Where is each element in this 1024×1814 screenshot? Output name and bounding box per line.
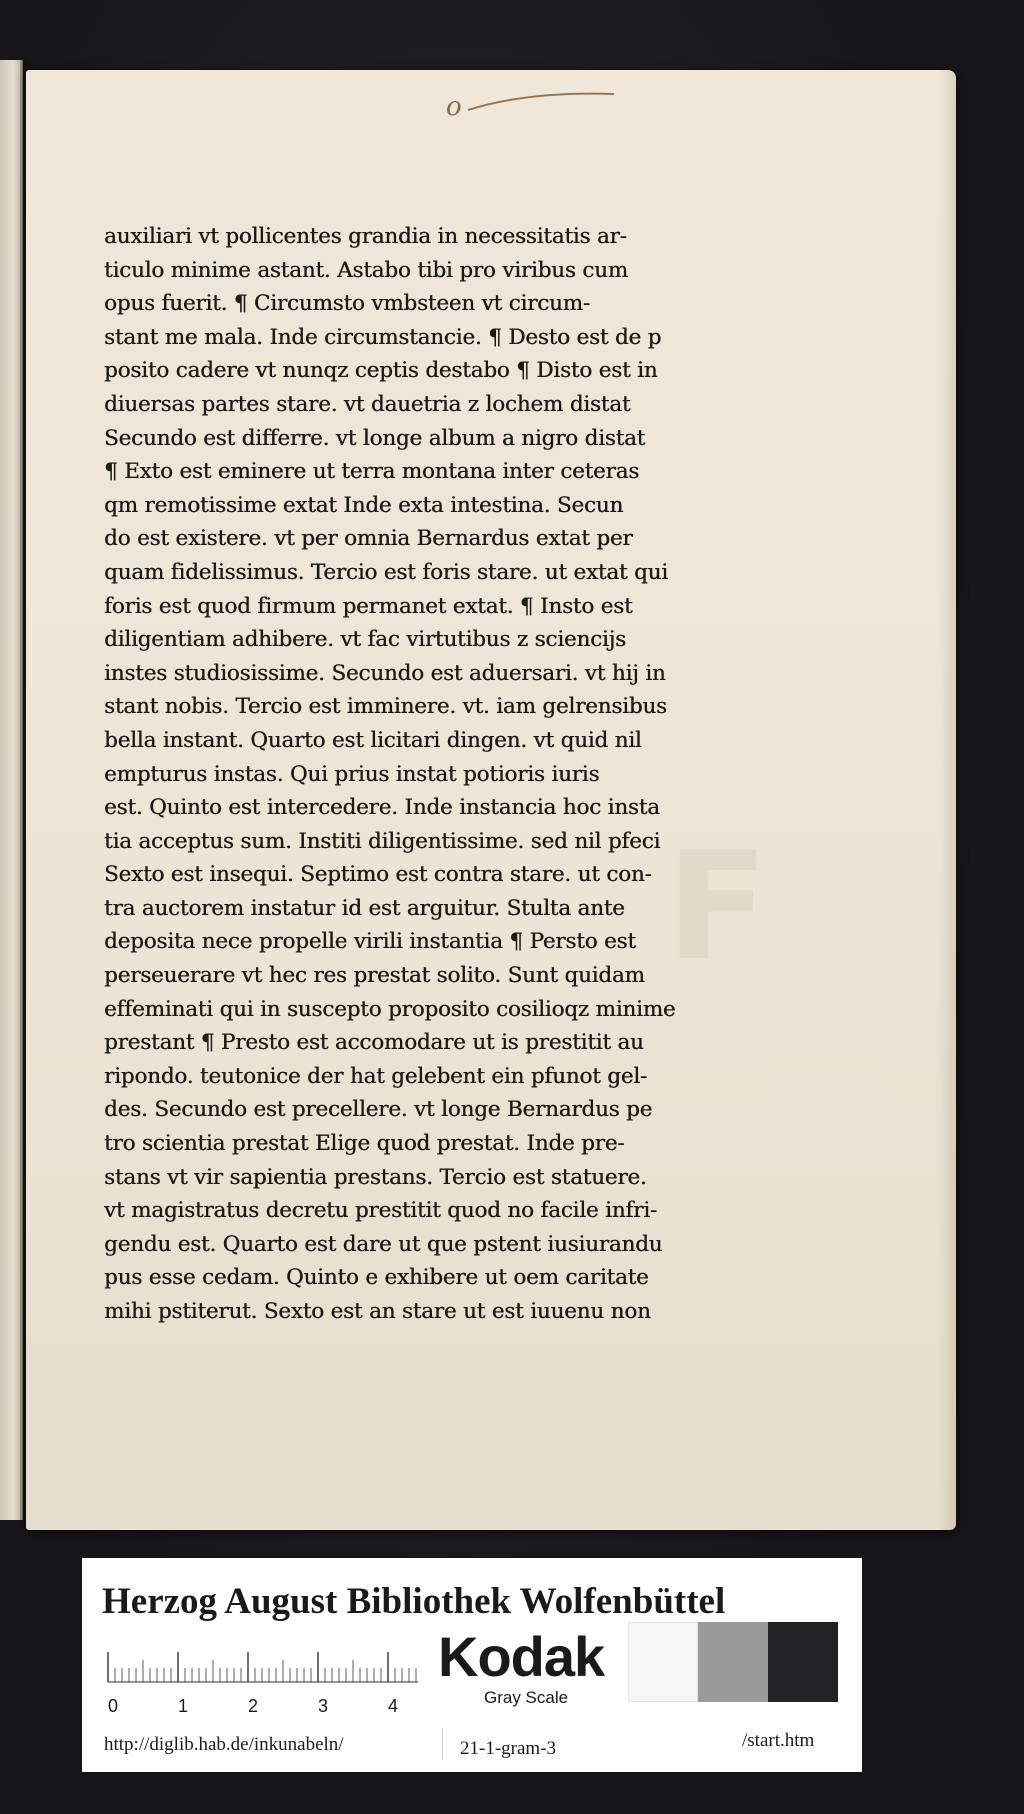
text-line: quam fidelissimus. Tercio est foris stare. ut extat qui [104, 559, 668, 585]
ruler-number: 3 [318, 1696, 329, 1716]
text-line: prestant ¶ Presto est accomodare ut is prestitit au [104, 1030, 644, 1056]
library-name: Herzog August Bibliothek Wolfenbüttel [102, 1581, 726, 1622]
color-target-card [82, 1558, 862, 1772]
folio-pen-stroke [466, 88, 616, 118]
text-line: diuersas partes stare. vt dauetria z lochem distat [104, 391, 631, 417]
ruler-number: 2 [248, 1696, 259, 1716]
text-line: stans vt vir sapientia prestans. Tercio est statuere. [104, 1164, 647, 1190]
book-page [26, 70, 956, 1530]
text-line: do est existere. vt per omnia Bernardus extat per [104, 526, 633, 552]
text-line: Secundo est differre. vt longe album a nigro distat [104, 425, 646, 451]
text-line: ripondo. teutonice der hat gelebent ein pfunot gel- [104, 1063, 647, 1089]
measurement-ruler [104, 1632, 424, 1716]
gray-scale-label: Gray Scale [484, 1688, 569, 1707]
url-base: http://diglib.hab.de/inkunabeln/ [104, 1734, 344, 1755]
text-line: pus esse cedam. Quinto e exhibere ut oem caritate [104, 1265, 649, 1291]
url-separator [442, 1728, 443, 1760]
text-line: diligentiam adhibere. vt fac virtutibus z sciencijs [104, 627, 626, 653]
text-line: Sexto est insequi. Septimo est contra stare. ut con- [104, 862, 652, 888]
kodak-logo-text: Kodak [438, 1625, 605, 1688]
text-line: effeminati qui in suscepto proposito cosilioqz minime [104, 996, 676, 1022]
gray-patch-black [768, 1622, 838, 1702]
gray-patch-mid [698, 1622, 768, 1702]
text-line: auxiliari vt pollicentes grandia in necessitatis ar- [104, 224, 627, 249]
text-line: ticulo minime astant. Astabo tibi pro viribus cum [104, 257, 628, 283]
text-line: opus fuerit. ¶ Circumsto vmbsteen vt circum- [104, 291, 590, 317]
text-line: empturus instas. Qui prius instat potioris iuris [104, 761, 600, 787]
ruler-number: 4 [388, 1696, 399, 1716]
text-line: tra auctorem instatur id est arguitur. Stulta ante [104, 895, 625, 921]
text-line: tro scientia prestat Elige quod prestat. Inde pre- [104, 1131, 625, 1157]
text-line: bella instant. Quarto est licitari dingen. vt quid nil [104, 727, 642, 753]
text-line: qm remotissime extat Inde exta intestina. Secun [104, 492, 624, 518]
text-line: instes studiosissime. Secundo est aduersari. vt hij in [104, 660, 666, 686]
text-line: deposita nece propelle virili instantia ¶ Persto est [104, 929, 636, 955]
text-line: mihi pstiterut. Sexto est an stare ut est iuuenu non [104, 1299, 651, 1324]
ruler-number: 0 [108, 1696, 119, 1716]
gray-patch-white [628, 1622, 698, 1702]
text-line: des. Secundo est precellere. vt longe Bernardus pe [104, 1097, 653, 1123]
incunable-text-block [104, 220, 754, 1329]
page-edge [938, 70, 956, 1530]
text-line: est. Quinto est intercedere. Inde instancia hoc insta [104, 795, 660, 821]
text-line: gendu est. Quarto est dare ut que pstent iusiurandu [104, 1231, 663, 1257]
url-shelfmark: 21-1-gram-3 [460, 1738, 557, 1759]
text-line: perseuerare vt hec res prestat solito. Sunt quidam [104, 963, 645, 989]
text-line: stant nobis. Tercio est imminere. vt. iam gelrensibus [104, 694, 667, 720]
folio-mark: o [446, 92, 462, 122]
text-line: ¶ Exto est eminere ut terra montana inter ceteras [104, 459, 640, 485]
text-line: foris est quod firmum permanet extat. ¶ Insto est [104, 593, 633, 619]
watermark: F [666, 820, 769, 994]
text-line: posito cadere vt nunqz ceptis destabo ¶ Disto est in [104, 358, 658, 384]
text-line: tia acceptus sum. Institi diligentissime. sed nil pfeci [104, 828, 661, 854]
ruler-number: 1 [178, 1696, 189, 1716]
text-line: stant me mala. Inde circumstancie. ¶ Desto est de p [104, 324, 662, 350]
text-line: vt magistratus decretu prestitit quod no facile infri- [104, 1198, 657, 1224]
url-suffix: /start.htm [742, 1730, 815, 1751]
